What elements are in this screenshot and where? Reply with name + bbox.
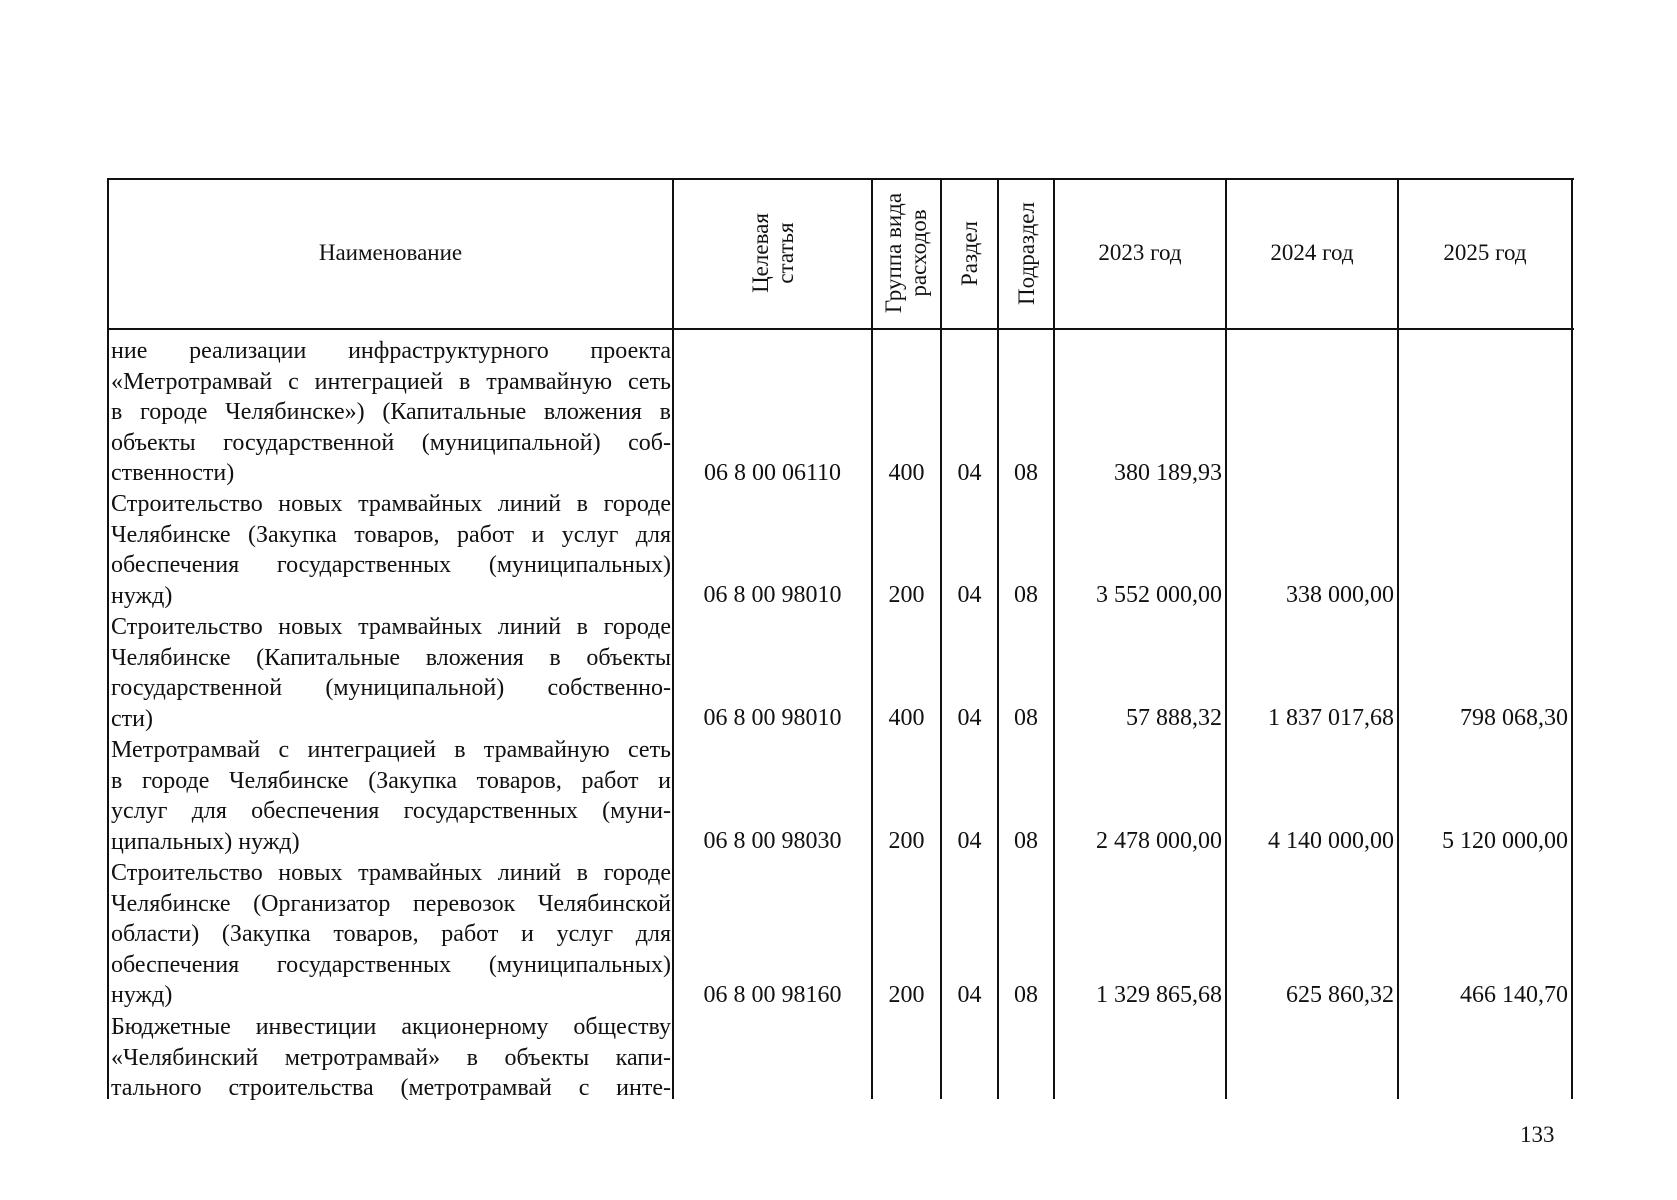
target-article-code: 06 8 00 06110: [703, 460, 842, 486]
amount-2024: 625 860,32: [1286, 982, 1394, 1008]
row-name-line: Бюджетные инвестиции акционерному обществу: [111, 1014, 671, 1040]
header-section-text: Раздел: [957, 220, 982, 286]
amount-2024: 1 837 017,68: [1268, 705, 1394, 731]
header-subsection: [999, 178, 1053, 328]
expense-group-code: 200: [888, 828, 925, 854]
row-name-line: «Челябинский метротрамвай» в объекты капи-: [111, 1044, 671, 1071]
row-name-line: объекты государственной (муниципальной) соб-: [111, 429, 671, 456]
amount-2023: 2 478 000,00: [1096, 828, 1222, 854]
target-article-code: 06 8 00 98160: [703, 982, 842, 1008]
section-code: 04: [957, 582, 982, 608]
header-target-article-line2: статья: [772, 222, 798, 284]
row-name-line: обеспечения государственных (муниципальных): [111, 552, 671, 579]
row-name: [111, 489, 671, 611]
amount-2025: 5 120 000,00: [1442, 828, 1568, 854]
amount-2023: 1 329 865,68: [1096, 982, 1222, 1008]
section-code: 04: [957, 705, 982, 731]
amount-2025: 798 068,30: [1460, 705, 1568, 731]
row-name: [111, 336, 671, 489]
subsection-code: 08: [1014, 705, 1038, 731]
header-2025-text: 2025 год: [1443, 240, 1527, 265]
row-name-line: Челябинске (Капитальные вложения в объекты: [111, 644, 671, 671]
expense-group-code: 400: [888, 460, 925, 486]
grid-line: [1571, 178, 1573, 1099]
page-number: 133: [1520, 1122, 1555, 1147]
header-2023: [1055, 178, 1225, 328]
row-name-line: в городе Челябинске (Закупка товаров, работ и: [111, 767, 671, 794]
header-target-article-line1: Целевая: [747, 213, 773, 293]
target-article-code: 06 8 00 98010: [703, 705, 842, 731]
row-name: [111, 735, 671, 857]
target-article-code: 06 8 00 98030: [703, 828, 842, 854]
header-expense-group-line1: Группа вида: [881, 192, 907, 314]
header-2024-text: 2024 год: [1270, 240, 1354, 265]
row-name-line: Челябинске (Организатор перевозок Челябинской: [111, 890, 671, 917]
subsection-code: 08: [1014, 460, 1038, 486]
subsection-code: 08: [1014, 828, 1038, 854]
header-section: [942, 178, 997, 328]
expense-group-code: 200: [888, 982, 925, 1008]
amount-2023: 57 888,32: [1126, 705, 1222, 731]
row-name-line: «Метротрамвай с интеграцией в трамвайную сеть: [111, 368, 671, 395]
amount-2023: 3 552 000,00: [1096, 582, 1222, 608]
row-name-line: Челябинске (Закупка товаров, работ и услуг для: [111, 521, 671, 548]
section-code: 04: [957, 460, 982, 486]
header-2023-text: 2023 год: [1098, 240, 1182, 265]
header-2024: [1227, 178, 1397, 328]
row-name-line: нужд): [111, 582, 173, 609]
row-name-line: в городе Челябинске») (Капитальные вложения в: [111, 399, 671, 426]
row-name: [111, 1012, 671, 1104]
row-name-line: тального строительства (метротрамвай с инте-: [111, 1075, 671, 1102]
expense-group-code: 200: [888, 582, 925, 608]
row-name: [111, 612, 671, 734]
row-name-line: Строительство новых трамвайных линий в городе: [111, 491, 671, 517]
row-name-line: нужд): [111, 982, 173, 1009]
amount-2024: 338 000,00: [1286, 582, 1394, 608]
subsection-code: 08: [1014, 582, 1038, 608]
row-name-line: ципальных) нужд): [111, 828, 300, 855]
section-code: 04: [957, 982, 982, 1008]
header-name: [109, 178, 672, 328]
amount-2023: 380 189,93: [1114, 460, 1222, 486]
row-name-line: Метротрамвай с интеграцией в трамвайную сеть: [111, 737, 671, 763]
target-article-code: 06 8 00 98010: [703, 582, 842, 608]
row-name-line: государственной (муниципальной) собственно-: [111, 675, 671, 702]
header-name-text: Наименование: [318, 240, 463, 265]
subsection-code: 08: [1014, 982, 1038, 1008]
row-name-line: Строительство новых трамвайных линий в городе: [111, 614, 671, 640]
header-2025: [1399, 178, 1571, 328]
row-name-line: услуг для обеспечения государственных (муни-: [111, 798, 671, 825]
row-name-line: Строительство новых трамвайных линий в городе: [111, 860, 671, 886]
header-target-article: [674, 178, 871, 328]
section-code: 04: [957, 828, 982, 854]
header-expense-group-line2: расходов: [906, 209, 932, 297]
row-name-line: области) (Закупка товаров, работ и услуг для: [111, 921, 671, 948]
row-name-line: сти): [111, 705, 153, 732]
amount-2025: 466 140,70: [1460, 982, 1568, 1008]
budget-table: [107, 178, 1574, 1102]
row-name-line: обеспечения государственных (муниципальных): [111, 951, 671, 978]
row-name-line: ственности): [111, 460, 235, 487]
header-subsection-text: Подраздел: [1013, 201, 1039, 305]
amount-2024: 4 140 000,00: [1268, 828, 1394, 854]
row-name: [111, 858, 671, 1011]
expense-group-code: 400: [888, 705, 925, 731]
header-expense-group: [873, 178, 940, 328]
row-name-line: ние реализации инфраструктурного проекта: [111, 338, 671, 364]
